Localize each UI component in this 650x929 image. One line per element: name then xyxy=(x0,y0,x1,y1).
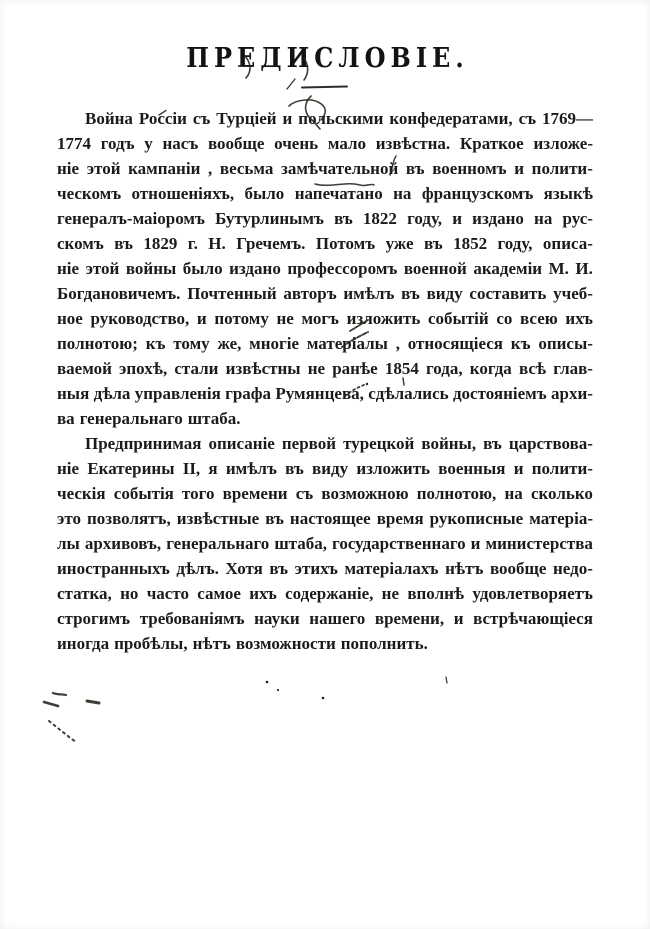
word: извѣстные xyxy=(176,509,260,528)
text-line xyxy=(57,131,593,156)
word: ихъ xyxy=(565,309,593,328)
text-line xyxy=(57,456,593,481)
word: польскими xyxy=(298,109,384,128)
word: Россіи xyxy=(138,109,187,128)
word: Почтенный xyxy=(187,284,277,303)
word: всею xyxy=(520,309,558,328)
word: Предпринимая xyxy=(85,434,202,453)
word: иностранныхъ xyxy=(57,559,170,578)
word: и xyxy=(513,459,524,478)
word: штаба, xyxy=(274,534,327,553)
word: 1822 xyxy=(362,209,397,228)
text-line xyxy=(57,256,593,281)
word: дѣла xyxy=(93,384,131,403)
word: Краткое xyxy=(459,134,524,153)
word: мало xyxy=(327,134,367,153)
word: изложе- xyxy=(533,134,593,153)
word: скомъ xyxy=(57,234,104,253)
word: позволятъ, xyxy=(86,509,171,528)
word: рукописные xyxy=(429,509,524,528)
word: времени xyxy=(222,484,288,503)
word: не xyxy=(381,584,400,603)
word: Богдановичемъ. xyxy=(57,284,181,303)
text-line xyxy=(57,581,593,606)
word: въ xyxy=(114,234,133,253)
word: и xyxy=(514,159,525,178)
word: вполнѣ xyxy=(407,584,465,603)
word: достояніемъ xyxy=(452,384,547,403)
word: уже xyxy=(385,234,414,253)
word: авторъ xyxy=(283,284,337,303)
word: въ xyxy=(265,509,284,528)
word: относящіеся xyxy=(407,334,503,353)
word: виду xyxy=(312,459,349,478)
text-line xyxy=(57,631,593,656)
word: полнотою; xyxy=(57,334,138,353)
word: напечатано xyxy=(294,184,383,203)
word: генералъ-маіоромъ xyxy=(57,209,205,228)
text-line xyxy=(57,381,593,406)
page-title: ПРЕДИСЛОВІЕ. xyxy=(186,41,469,74)
text-line xyxy=(57,281,593,306)
word: лы xyxy=(57,534,80,553)
word: на xyxy=(393,184,412,203)
word: , xyxy=(395,334,400,353)
word: этой xyxy=(85,259,120,278)
word: ніе xyxy=(57,159,80,178)
word: сдѣлались xyxy=(368,384,449,403)
word: на xyxy=(504,484,523,503)
word: Екатерины xyxy=(87,459,175,478)
text-line xyxy=(57,506,593,531)
word: въ xyxy=(285,459,304,478)
word: М. xyxy=(548,259,569,278)
word: учеб- xyxy=(553,284,593,303)
word: издано xyxy=(472,209,524,228)
word: штаба. xyxy=(187,409,241,428)
word: строгимъ xyxy=(57,609,131,628)
word: дѣлъ. xyxy=(176,559,219,578)
word: первой xyxy=(281,434,337,453)
text-line xyxy=(57,556,593,581)
word: ранѣе xyxy=(332,359,378,378)
word: Хотя xyxy=(225,559,263,578)
word: статка, xyxy=(57,584,112,603)
word: я xyxy=(208,459,218,478)
word: удовлетворяетъ xyxy=(472,584,593,603)
word: архи- xyxy=(550,384,593,403)
word: на xyxy=(534,209,553,228)
word: нашего xyxy=(309,609,366,628)
word: возможности xyxy=(235,634,336,653)
word: г. xyxy=(187,234,198,253)
word: могъ xyxy=(301,309,339,328)
word: Турціей xyxy=(216,109,277,128)
word: возможною xyxy=(321,484,409,503)
word: въ xyxy=(483,434,502,453)
word: съ xyxy=(518,109,537,128)
word: извѣстны xyxy=(225,359,301,378)
word: ва xyxy=(57,409,75,428)
word: II, xyxy=(182,459,201,478)
word: вообще xyxy=(207,134,265,153)
text-line xyxy=(57,606,593,631)
word: года, xyxy=(425,359,463,378)
word: къ xyxy=(510,334,531,353)
word: военныя xyxy=(438,459,506,478)
text-line xyxy=(57,231,593,256)
word: военной xyxy=(403,259,467,278)
word: 1854 xyxy=(384,359,419,378)
word: времени, xyxy=(374,609,445,628)
word: недо- xyxy=(553,559,593,578)
ink-smudge-bottom-left-3 xyxy=(87,701,99,703)
text-line xyxy=(57,181,593,206)
word: содержаніе, xyxy=(285,584,374,603)
word: ніе xyxy=(57,459,80,478)
body-text xyxy=(57,106,593,656)
text-line xyxy=(57,331,593,356)
word: графа xyxy=(225,384,272,403)
word: этихъ xyxy=(294,559,338,578)
word: полнотою, xyxy=(416,484,497,503)
word: генеральнаго xyxy=(79,409,183,428)
word: но xyxy=(120,584,139,603)
word: Н. xyxy=(208,234,226,253)
word: требованіямъ xyxy=(139,609,245,628)
word: было xyxy=(244,184,285,203)
word: вообще xyxy=(489,559,547,578)
title-divider-rule xyxy=(301,86,348,89)
word: всѣ xyxy=(518,359,547,378)
word: отношеніяхъ, xyxy=(131,184,235,203)
word: конфедератами, xyxy=(389,109,513,128)
word: весьма xyxy=(219,159,274,178)
word: замѣчательной xyxy=(280,159,399,178)
word: этой xyxy=(86,159,121,178)
ink-smudge-diagonal xyxy=(49,721,76,742)
word: Гречемъ. xyxy=(236,234,306,253)
word: академіи xyxy=(473,259,543,278)
word: военномъ xyxy=(432,159,507,178)
text-line xyxy=(57,106,593,131)
word: въ xyxy=(405,159,425,178)
word: ное xyxy=(57,309,83,328)
text-line xyxy=(57,406,593,431)
word: самое xyxy=(197,584,241,603)
word: съ xyxy=(295,484,314,503)
ink-dot xyxy=(277,689,279,691)
word: встрѣчающіеся xyxy=(473,609,593,628)
word: было xyxy=(182,259,223,278)
word: государственнаго xyxy=(332,534,466,553)
word: въ xyxy=(401,284,420,303)
word: ныя xyxy=(57,384,90,403)
word: въ xyxy=(423,234,443,253)
word: 1769— xyxy=(541,109,593,128)
word: французскомъ xyxy=(421,184,534,203)
word: матеріалы xyxy=(306,334,388,353)
word: министерства xyxy=(485,534,593,553)
word: же, xyxy=(217,334,242,353)
word: пополнить. xyxy=(340,634,428,653)
word: у xyxy=(144,134,153,153)
word: матеріа- xyxy=(529,509,593,528)
word: изложить xyxy=(356,459,431,478)
word: стали xyxy=(174,359,219,378)
word: ваемой xyxy=(57,359,112,378)
word: ческомъ xyxy=(57,184,122,203)
word: время xyxy=(376,509,424,528)
text-line xyxy=(57,356,593,381)
paragraph xyxy=(57,106,593,431)
word: Бутурлинымъ xyxy=(215,209,324,228)
word: не xyxy=(307,359,326,378)
word: и xyxy=(452,209,462,228)
word: когда xyxy=(469,359,512,378)
word: генеральнаго xyxy=(166,534,270,553)
word: изложить xyxy=(346,309,421,328)
word: въ xyxy=(334,209,353,228)
word: Румянцева, xyxy=(275,384,364,403)
word: описаніе xyxy=(208,434,275,453)
word: турецкой xyxy=(343,434,415,453)
word: имѣлъ xyxy=(343,284,395,303)
text-line xyxy=(57,531,593,556)
word: И. xyxy=(575,259,593,278)
word: языкѣ xyxy=(543,184,593,203)
word: событія xyxy=(113,484,174,503)
word: пробѣлы, xyxy=(114,634,188,653)
word: и xyxy=(470,534,481,553)
word: насъ xyxy=(162,134,199,153)
word: къ xyxy=(145,334,166,353)
word: 1829 xyxy=(143,234,178,253)
word: нѣтъ xyxy=(445,559,484,578)
word: Потомъ xyxy=(315,234,376,253)
word: настоящее xyxy=(289,509,371,528)
word: ческія xyxy=(57,484,106,503)
word: сколько xyxy=(530,484,593,503)
ink-dot xyxy=(266,681,269,684)
word: извѣстна. xyxy=(375,134,451,153)
word: составить xyxy=(469,284,547,303)
word: году, xyxy=(497,234,533,253)
word: того xyxy=(182,484,215,503)
word: иногда xyxy=(57,634,110,653)
word: полити- xyxy=(531,159,593,178)
word: нѣтъ xyxy=(192,634,231,653)
word: очень xyxy=(274,134,319,153)
pen-mark-slash-near-rule xyxy=(287,79,295,89)
word: въ xyxy=(269,559,289,578)
text-line xyxy=(57,306,593,331)
word: управленія xyxy=(134,384,221,403)
word: описы- xyxy=(538,334,593,353)
word: царствова- xyxy=(508,434,593,453)
word: описа- xyxy=(542,234,593,253)
word: и xyxy=(196,309,207,328)
text-line xyxy=(57,156,593,181)
word: 1774 xyxy=(57,134,91,153)
word: глав- xyxy=(553,359,593,378)
word: часто xyxy=(146,584,189,603)
word: тому xyxy=(173,334,210,353)
word: матеріалахъ xyxy=(344,559,439,578)
word: войны, xyxy=(421,434,477,453)
word: многіе xyxy=(249,334,300,353)
word: съ xyxy=(192,109,211,128)
paragraph xyxy=(57,431,593,656)
word: ихъ xyxy=(249,584,277,603)
word: архивовъ, xyxy=(84,534,162,553)
word: со xyxy=(496,309,513,328)
ink-smudge-bottom-left-1 xyxy=(53,693,66,695)
ink-dot xyxy=(322,697,325,700)
word: событій xyxy=(428,309,489,328)
word: профессоромъ xyxy=(287,259,398,278)
word: ніе xyxy=(57,259,80,278)
word: издано xyxy=(229,259,281,278)
word: году, xyxy=(407,209,443,228)
word: , xyxy=(208,159,213,178)
word: годъ xyxy=(100,134,135,153)
word: науки xyxy=(254,609,300,628)
word: не xyxy=(276,309,294,328)
word: руководство, xyxy=(90,309,190,328)
ink-smudge-bottom-left-2 xyxy=(44,702,58,706)
word: потому xyxy=(214,309,269,328)
word: имѣлъ xyxy=(225,459,277,478)
word: это xyxy=(57,509,81,528)
word: виду xyxy=(426,284,463,303)
word: и xyxy=(453,609,464,628)
ink-tick xyxy=(446,677,447,683)
word: Война xyxy=(85,109,133,128)
word: полити- xyxy=(531,459,593,478)
text-line xyxy=(57,206,593,231)
word: эпохѣ, xyxy=(119,359,168,378)
word: 1852 xyxy=(453,234,488,253)
text-line xyxy=(57,481,593,506)
word: кампаніи xyxy=(128,159,201,178)
word: рус- xyxy=(562,209,593,228)
word: войны xyxy=(125,259,177,278)
word: и xyxy=(282,109,293,128)
text-line xyxy=(57,431,593,456)
